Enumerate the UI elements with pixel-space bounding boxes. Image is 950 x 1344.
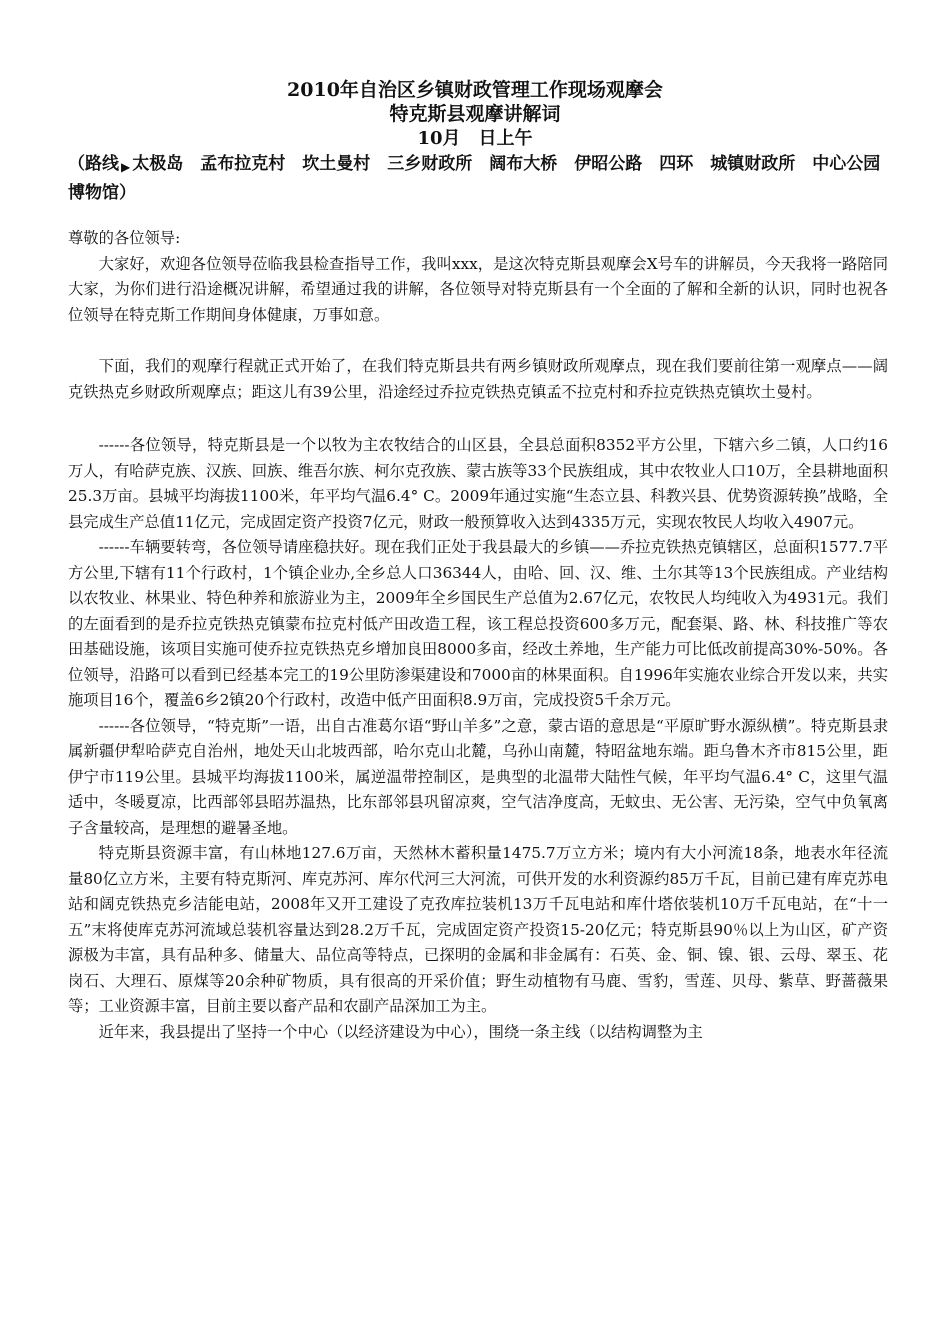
- route-prefix: （路线: [68, 154, 119, 174]
- document-body: [68, 226, 888, 1045]
- document-title: 2010年自治区乡镇财政管理工作现场观摩会: [287, 79, 663, 101]
- route-line: [68, 151, 898, 206]
- paragraph-itinerary: 下面，我们的观摩行程就正式开始了，在我们特克斯县共有两乡镇财政所观摩点，现在我们要前往第一观摩点——阔克铁热克乡财政所观摩点；距这儿有39公里，沿途经过乔拉克铁热克镇孟不拉克村和乔拉克铁热克镇坎土曼村。: [68, 357, 888, 401]
- salutation: 尊敬的各位领导:: [68, 229, 181, 247]
- date-line: 10月 日上午: [417, 128, 533, 149]
- route-arrow-icon: ▶: [121, 160, 131, 174]
- paragraph-name-origin: ------各位领导，“特克斯”一语，出自古准葛尔语“野山羊多”之意，蒙古语的意思是“平原旷野水源纵横”。特克斯县隶属新疆伊犁哈萨克自治州，地处天山北坡西部，哈尔克山北麓，乌孙山南麓，特昭盆地东端。距乌鲁木齐市815公里，距伊宁市119公里。县城平均海拔1100米，属逆温带控制区，是典型的北温带大陆性气候，年平均气温6.4° C，这里气温适中，冬暖夏凉，比西部邻县昭苏温热，比东部邻县巩留凉爽，空气洁净度高，无蚊虫、无公害、无污染，空气中负氧离子含量较高，是理想的避暑圣地。: [68, 716, 888, 837]
- route-stops: 太极岛 孟布拉克村 坎土曼村 三乡财政所 阔布大桥 伊昭公路 四环 城镇财政所 中心公园 博物馆）: [68, 154, 898, 203]
- paragraph-county-overview: ------各位领导，特克斯县是一个以牧为主农牧结合的山区县，全县总面积8352平方公里，下辖六乡二镇，人口约16万人，有哈萨克族、汉族、回族、维吾尔族、柯尔克孜族、蒙古族等33个民族组成，其中农牧业人口10万，全县耕地面积25.3万亩。县城平均海拔1100米，年平均气温6.4° C。2009年通过实施“生态立县、科教兴县、优势资源转换”战略，全县完成生产总值11亿元，完成固定资产投资7亿元，财政一般预算收入达到4335万元，实现农牧民人均收入4907元。: [68, 436, 888, 531]
- paragraph-intro: 大家好，欢迎各位领导莅临我县检查指导工作，我叫xxx，是这次特克斯县观摩会X号车的讲解员，今天我将一路陪同大家，为你们进行沿途概况讲解，希望通过我的讲解，各位领导对特克斯县有一个全面的了解和全新的认识，同时也祝各位领导在特克斯工作期间身体健康，万事如意。: [68, 254, 888, 324]
- paragraph-resources: 特克斯县资源丰富，有山林地127.6万亩，天然林木蓄积量1475.7万立方米；境内有大小河流18条，地表水年径流量80亿立方米，主要有特克斯河、库克苏河、库尔代河三大河流，可供开发的水利资源约85万千瓦，目前已建有库克苏电站和阔克铁热克乡洁能电站，2008年又开工建设了克孜库拉装机13万千瓦电站和库什塔依装机10万千瓦电站，在“十一五”末将使库克苏河流域总装机容量达到28.2万千瓦，完成固定资产投资15-20亿元；特克斯县90％以上为山区，矿产资源极为丰富，具有品种多、储量大、品位高等特点，已探明的金属和非金属有：石英、金、铜、镍、银、云母、翠玉、花岗石、大理石、原煤等20余种矿物质，具有很高的开采价值；野生动植物有马鹿、雪豹，雪莲、贝母、紫草、野蔷薇果等；工业资源丰富，目前主要以畜产品和农副产品深加工为主。: [68, 844, 888, 1015]
- document-subtitle: 特克斯县观摩讲解词: [389, 103, 561, 125]
- paragraph-recent-years: 近年来，我县提出了坚持一个中心（以经济建设为中心），围绕一条主线（以结构调整为主: [98, 1022, 703, 1041]
- paragraph-town-area: ------车辆要转弯，各位领导请座稳扶好。现在我们正处于我县最大的乡镇——乔拉克铁热克镇辖区，总面积1577.7平方公里,下辖有11个行政村，1个镇企业办,全乡总人口36344人，由哈、回、汉、维、土尔其等13个民族组成。产业结构以农牧业、林果业、特色种养和旅游业为主，2009年全乡国民生产总值为2.67亿元，农牧民人均纯收入为4931元。我们的左面看到的是乔拉克铁热克镇蒙布拉克村低产田改造工程，该工程总投资600多万元，配套渠、路、林、科技推广等农田基础设施，该项目实施可使乔拉克铁热克乡增加良田8000多亩，经改土养地，生产能力可比低改前提高30%-50%。各位领导，沿路可以看到已经基本完工的19公里防渗渠建设和7000亩的林果面积。自1996年实施农业综合开发以来，共实施项目16个，覆盖6乡2镇20个行政村，改造中低产田面积8.9万亩，完成投资5千余万元。: [68, 538, 888, 709]
